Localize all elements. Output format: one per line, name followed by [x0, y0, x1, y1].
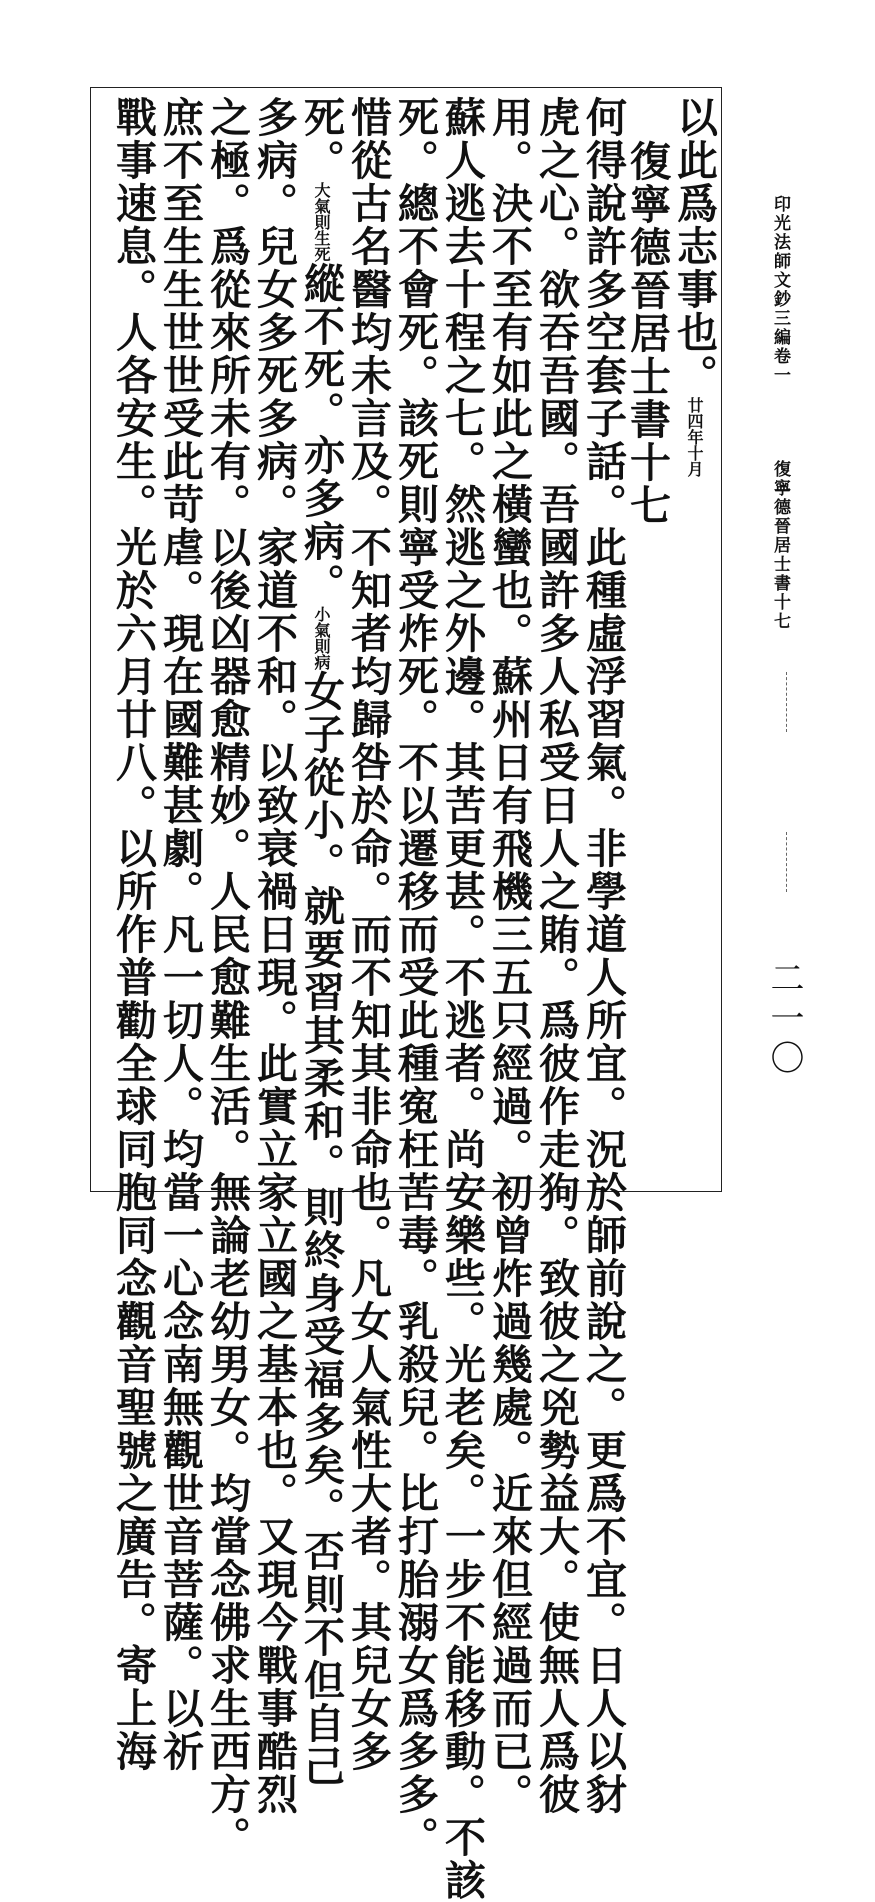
closing-text: 以此爲志事也。 [670, 96, 718, 397]
closing-date: 廿四年十月 [685, 397, 704, 477]
line-segment: 女子從小。就要習其柔和。則終身受福多矣。否則不但自己 [297, 670, 345, 1788]
text-line: 惜從古名醫均未言及。不知者均歸咎於命。而不知其非命也。凡女人氣性大者。其兒女多 [344, 96, 392, 1773]
inline-note: 大氣則生死 [312, 182, 331, 262]
text-line: 用。決不至有如此之橫蠻也。蘇州日有飛機三五只經過。初曾炸過幾處。近來但經過而已。 [485, 96, 533, 1816]
page-number: 二一〇 [764, 960, 804, 1080]
margin-rule [786, 672, 787, 732]
line-segment: 縱不死。亦多病。 [297, 262, 345, 606]
text-line: 庶不至生生世世受此苛虐。現在國難甚劇。凡一切人。均當一心念南無觀世音菩薩。以祈 [156, 96, 204, 1773]
inline-note: 小氣則病 [312, 606, 331, 670]
section-title: 復寧德晉居士書十七 [770, 460, 790, 631]
text-line: 戰事速息。人各安生。光於六月廿八。以所作普勸全球同胞同念觀音聖號之廣告。寄上海 [109, 96, 157, 1773]
closing-line [670, 96, 718, 477]
text-line-with-notes [297, 96, 345, 1788]
text-line: 虎之心。欲吞吾國。吾國許多人私受日人之賄。爲彼作走狗。致彼之兇勢益大。使無人爲彼 [532, 96, 580, 1816]
text-line: 多病。兒女多死多病。家道不和。以致衰禍日現。此實立家立國之基本也。又現今戰事酷烈 [250, 96, 298, 1816]
text-line: 死。總不會死。該死則寧受炸死。不以遷移而受此種寃枉苦毒。乳殺兒。比打胎溺女爲多多。 [391, 96, 439, 1859]
line-segment: 死。 [297, 96, 345, 182]
book-title: 印光法師文鈔三編卷一 [770, 195, 790, 385]
text-line: 何得說許多空套子話。此種虛浮習氣。非學道人所宜。況於師前說之。更爲不宜。日人以豺 [579, 96, 627, 1816]
margin-rule [786, 832, 787, 892]
text-line: 之極。爲從來所未有。以後凶器愈精妙。人民愈難生活。無論老幼男女。均當念佛求生西方。 [203, 96, 251, 1859]
letter-title: 復寧德晉居士書十七 [623, 140, 671, 527]
text-line: 蘇人逃去十程之七。然逃之外邊。其苦更甚。不逃者。尚安樂些。光老矣。一步不能移動。不該 [438, 96, 486, 1902]
